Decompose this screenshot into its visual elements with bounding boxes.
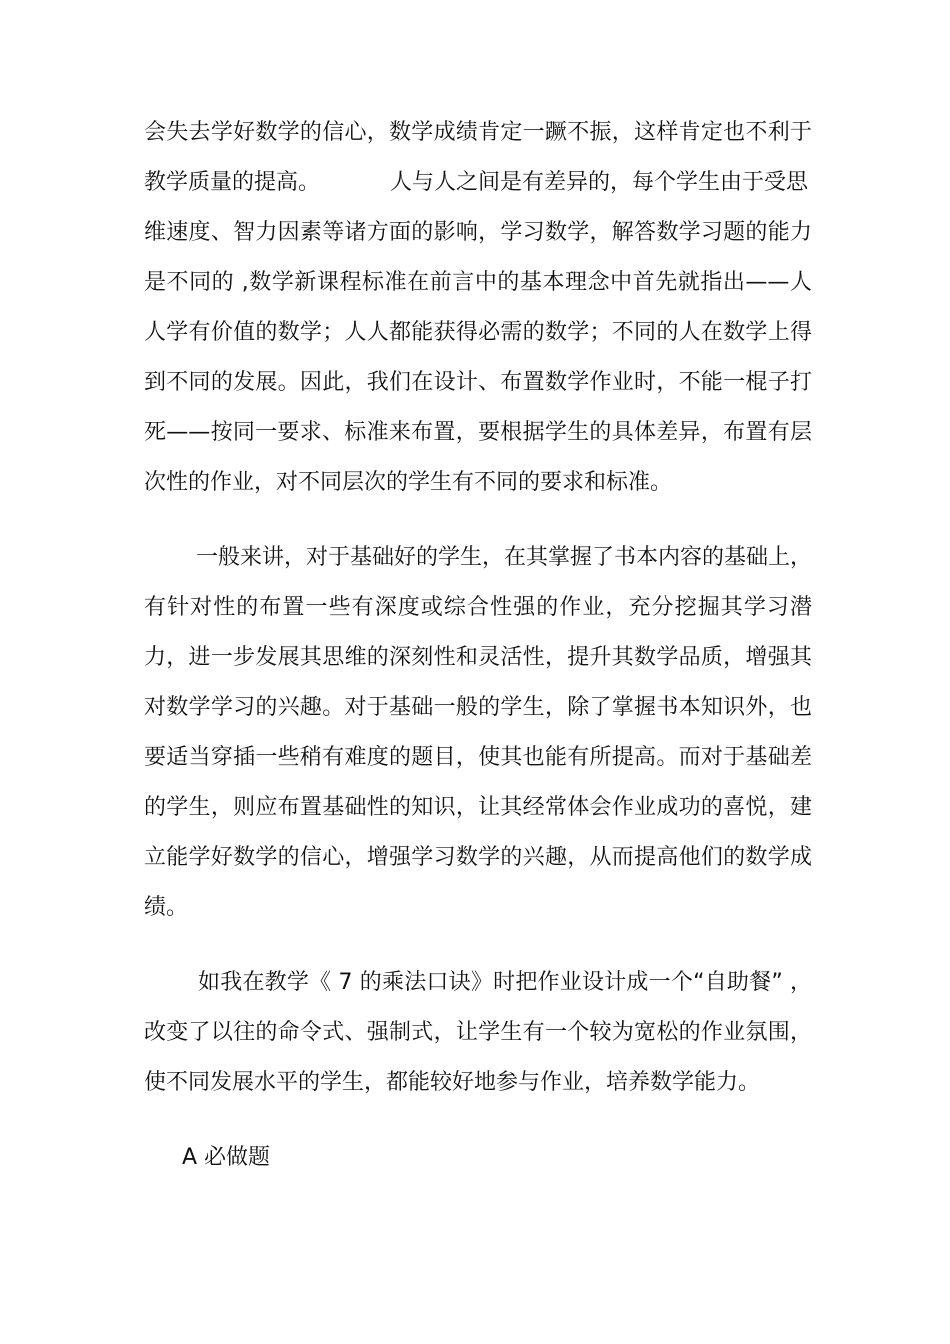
paragraph-3-line-2: 改变了以往的命令式、强制式，让学生有一个较为宽松的作业氛围， [144,1020,812,1045]
paragraph-1-line-5: 人学有价值的数学；人人都能获得必需的数学；不同的人在数学上得 [144,320,812,345]
paragraph-3-line-3: 使不同发展水平的学生，都能较好地参与作业，培养数学能力。 [144,1070,761,1095]
paragraph-1-line-2-b: 人与人之间是有差异的，每个学生由于受思 [390,170,809,195]
paragraph-2-line-1: 一般来讲，对于基础好的学生，在其掌握了书本内容的基础上， [196,545,813,570]
paragraph-1-line-2 [144,168,812,198]
paragraph-2-line-2: 有针对性的布置一些有深度或综合性强的作业，充分挖掘其学习潜 [144,595,812,620]
paragraph-1-line-4: 是不同的 ,数学新课程标准在前言中的基本理念中首先就指出——人 [144,270,812,295]
paragraph-1-line-7: 死——按同一要求、标准来布置，要根据学生的具体差异，布置有层 [144,420,812,445]
paragraph-2-line-5: 要适当穿插一些稍有难度的题目，使其也能有所提高。而对于基础差 [144,745,812,770]
paragraph-1-line-6: 到不同的发展。因此，我们在设计、布置数学作业时，不能一棍子打 [144,370,812,395]
paragraph-1-line-3: 维速度、智力因素等诸方面的影响，学习数学，解答数学习题的能力 [144,220,812,245]
paragraph-2-line-3: 力，进一步发展其思维的深刻性和灵活性，提升其数学品质，增强其 [144,645,812,670]
paragraph-1-line-2-a: 教学质量的提高。 [144,170,321,195]
paragraph-2-line-6: 的学生，则应布置基础性的知识，让其经常体会作业成功的喜悦，建 [144,795,812,820]
paragraph-3-line-1: 如我在教学《 7 的乘法口诀》时把作业设计成一个“自助餐” ， [198,970,812,995]
section-heading: A 必做题 [182,1145,271,1170]
paragraph-2-line-7: 立能学好数学的信心，增强学习数学的兴趣，从而提高他们的数学成 [144,845,812,870]
paragraph-2-line-8: 绩。 [144,895,189,920]
paragraph-1-line-8: 次性的作业，对不同层次的学生有不同的要求和标准。 [144,470,673,495]
paragraph-1-line-1: 会失去学好数学的信心，数学成绩肯定一蹶不振，这样肯定也不利于 [144,120,812,145]
paragraph-2-line-4: 对数学学习的兴趣。对于基础一般的学生，除了掌握书本知识外，也 [144,695,812,720]
